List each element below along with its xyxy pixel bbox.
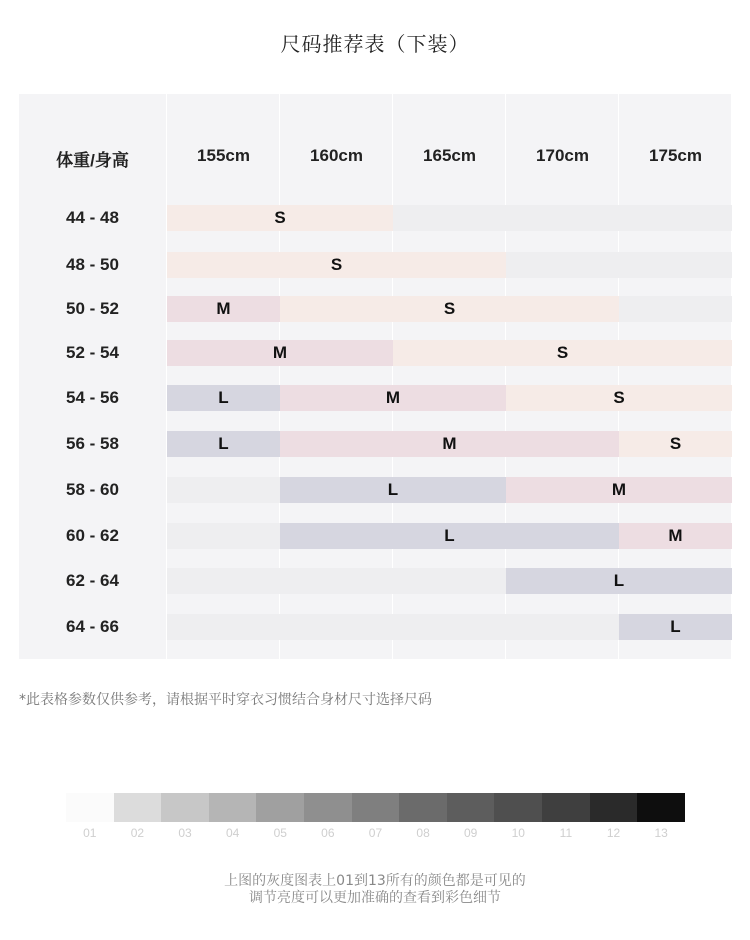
gray-swatch bbox=[494, 793, 542, 822]
gray-swatch bbox=[161, 793, 209, 822]
size-bar-m: M bbox=[167, 340, 393, 366]
gray-scale-label: 10 bbox=[511, 826, 525, 840]
column-header: 160cm bbox=[310, 146, 363, 165]
gray-swatch bbox=[542, 793, 590, 822]
size-bar-s: S bbox=[393, 340, 732, 366]
column-header: 170cm bbox=[536, 146, 589, 165]
size-bar-s: S bbox=[619, 431, 732, 457]
gray-scale-label: 07 bbox=[368, 826, 383, 840]
column-header: 155cm bbox=[197, 146, 250, 165]
page-title: 尺码推荐表（下装） bbox=[280, 32, 470, 56]
gray-swatch bbox=[209, 793, 257, 822]
gray-scale-label: 11 bbox=[559, 826, 573, 840]
gray-scale-label: 04 bbox=[225, 826, 240, 840]
size-bar-m: M bbox=[167, 296, 280, 322]
row-label: 50 - 52 bbox=[66, 299, 119, 318]
row-label: 44 - 48 bbox=[66, 208, 119, 227]
gray-scale-label: 13 bbox=[654, 826, 668, 840]
row-label: 48 - 50 bbox=[66, 255, 119, 274]
gray-scale-label: 09 bbox=[464, 826, 478, 840]
size-bar-l: L bbox=[280, 477, 506, 503]
size-bar-m: M bbox=[619, 523, 732, 549]
gray-scale-label: 05 bbox=[273, 826, 287, 840]
size-chart-table bbox=[19, 94, 732, 659]
size-bar-s: S bbox=[167, 252, 506, 278]
column-header: 175cm bbox=[649, 146, 702, 165]
row-label: 54 - 56 bbox=[66, 388, 119, 407]
size-bar-l: L bbox=[619, 614, 732, 640]
gray-swatch bbox=[256, 793, 304, 822]
row-label: 62 - 64 bbox=[66, 571, 119, 590]
row-label: 56 - 58 bbox=[66, 434, 119, 453]
size-bar-m: M bbox=[506, 477, 732, 503]
gray-swatch bbox=[352, 793, 400, 822]
size-bar-s: S bbox=[280, 296, 619, 322]
size-bar-l: L bbox=[280, 523, 619, 549]
size-bar-l: L bbox=[167, 385, 280, 411]
row-label: 60 - 62 bbox=[66, 526, 119, 545]
gray-swatch bbox=[590, 793, 638, 822]
gray-scale-label: 02 bbox=[130, 826, 145, 840]
gray-scale-label: 12 bbox=[606, 826, 621, 840]
gray-scale-labels bbox=[66, 826, 685, 840]
size-bar-l: L bbox=[506, 568, 732, 594]
gray-scale-label: 01 bbox=[83, 826, 97, 840]
disclaimer-note: *此表格参数仅供参考，请根据平时穿衣习惯结合身材尺寸选择尺码 bbox=[19, 692, 432, 708]
gray-swatch bbox=[399, 793, 447, 822]
size-bar-s: S bbox=[506, 385, 732, 411]
gray-swatch bbox=[114, 793, 162, 822]
size-bar-m: M bbox=[280, 431, 619, 457]
gray-swatch bbox=[637, 793, 685, 822]
gray-swatch bbox=[304, 793, 352, 822]
gray-scale-label: 03 bbox=[178, 826, 192, 840]
corner-header: 体重/身高 bbox=[56, 151, 129, 170]
size-bar-l: L bbox=[167, 431, 280, 457]
column-header: 165cm bbox=[423, 146, 476, 165]
row-label: 52 - 54 bbox=[66, 343, 119, 362]
size-bar-m: M bbox=[280, 385, 506, 411]
gray-swatch bbox=[447, 793, 495, 822]
footer-line-2: 调节亮度可以更加准确的查看到彩色细节 bbox=[249, 890, 501, 906]
gray-scale-bar bbox=[66, 793, 685, 822]
footer-line-1: 上图的灰度图表上01到13所有的颜色都是可见的 bbox=[224, 873, 526, 889]
size-bar-s: S bbox=[167, 205, 393, 231]
row-label: 64 - 66 bbox=[66, 617, 119, 636]
gray-scale-label: 08 bbox=[416, 826, 430, 840]
gray-swatch bbox=[66, 793, 114, 822]
gray-scale-label: 06 bbox=[321, 826, 335, 840]
row-label: 58 - 60 bbox=[66, 480, 119, 499]
